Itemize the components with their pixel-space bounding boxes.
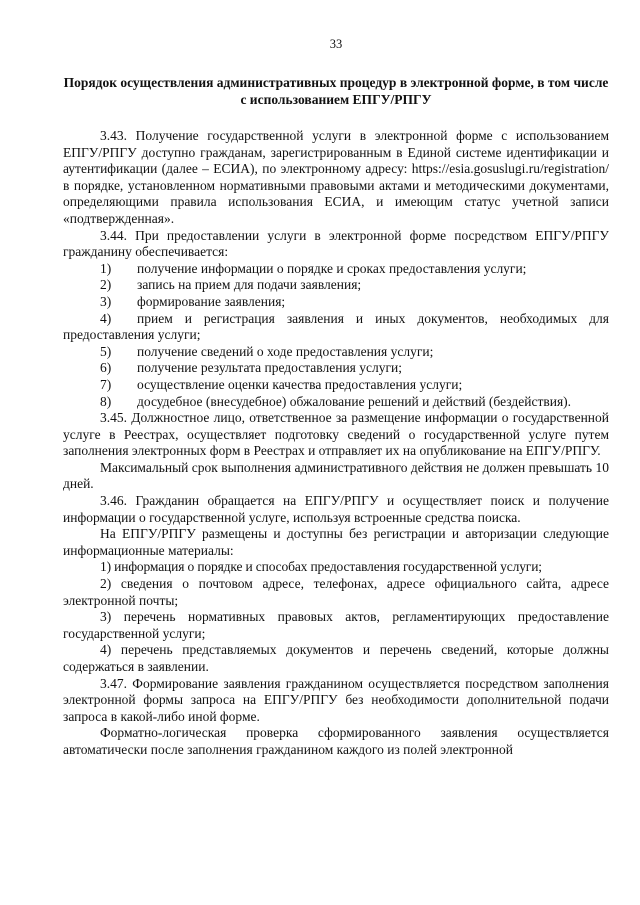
paragraph-3-46: 3.46. Гражданин обращается на ЕПГУ/РПГУ и осуществляет поиск и получение информации о государственной услуге, используя встроенные средства поиска. <box>63 493 609 525</box>
paragraph-3-44: 3.44. При предоставлении услуги в электронной форме посредством ЕПГУ/РПГУ гражданину обеспечивается: <box>63 227 609 260</box>
document-body <box>63 128 609 759</box>
list-item-text: получение информации о порядке и сроках предоставления услуги; <box>137 260 527 276</box>
list-item: 2) сведения о почтовом адресе, телефонах, адресе официального сайта, адресе электронной почты; <box>63 576 609 608</box>
page-number: 33 <box>329 37 343 51</box>
paragraph-3-46-materials: На ЕПГУ/РПГУ размещены и доступны без регистрации и авторизации следующие информационные материалы: <box>63 526 609 558</box>
paragraph-3-47-check: Форматно-логическая проверка сформированного заявления осуществляется автоматически после заполнения гражданином каждого из полей электронной <box>63 725 609 757</box>
list-item-number: 8) <box>100 393 112 409</box>
list-item <box>63 377 609 394</box>
paragraph-3-45: 3.45. Должностное лицо, ответственное за размещение информации о государственной услуге в Реестрах, осуществляет подготовку сведений о государственной услуге путем заполнения электронных форм в Реестрах и отправляет их на опубликование на ЕПГУ/РПГУ. <box>63 410 609 459</box>
paragraph-3-45-deadline: Максимальный срок выполнения административного действия не должен превышать 10 дней. <box>63 459 609 492</box>
list-item <box>63 344 609 361</box>
list-item-number: 3) <box>100 293 112 309</box>
list-item-number: 7) <box>100 376 112 392</box>
document-page <box>63 36 609 759</box>
list-item <box>63 294 609 311</box>
list-item <box>63 394 609 411</box>
list-item-number: 4) <box>100 310 112 326</box>
list-item-text: формирование заявления; <box>137 293 286 309</box>
list-item <box>63 277 609 294</box>
list-item-text: осуществление оценки качества предоставления услуги; <box>137 376 463 392</box>
list-item: 1) информация о порядке и способах предоставления государственной услуги; <box>100 559 542 575</box>
list-item-number: 1) <box>100 260 112 276</box>
list-item-text: запись на прием для подачи заявления; <box>137 277 362 293</box>
list-item <box>63 311 609 344</box>
list-item: 3) перечень нормативных правовых актов, регламентирующих предоставление государственной услуги; <box>63 609 609 641</box>
section-heading: Порядок осуществления административных процедур в электронной форме, в том числе с использованием ЕПГУ/РПГУ <box>63 75 609 107</box>
list-item: 4) перечень представляемых документов и перечень сведений, которые должны содержаться в заявлении. <box>63 642 609 674</box>
list-item <box>63 360 609 377</box>
paragraph-3-43: 3.43. Получение государственной услуги в электронной форме с использованием ЕПГУ/РПГУ доступно гражданам, зарегистрированным в Единой системе идентификации и аутентификации (далее – ЕСИА), по электронному адресу: https://esia.gosuslugi.ru/registration/ в порядке, установленном нормативными правовыми актами и методическими документами, определяющими правила использования ЕСИА, и имеющим статус учетной записи «подтвержденная». <box>63 128 609 226</box>
list-item-text: досудебное (внесудебное) обжалование решений и действий (бездействия). <box>137 393 572 409</box>
list-item-number: 5) <box>100 343 112 359</box>
list-item <box>63 261 609 278</box>
list-item-text: получение результата предоставления услуги; <box>137 360 403 376</box>
paragraph-3-47: 3.47. Формирование заявления гражданином осуществляется посредством заполнения электронной формы запроса на ЕПГУ/РПГУ без необходимости дополнительной подачи запроса в какой-либо иной форме. <box>63 675 609 724</box>
list-item-text: получение сведений о ходе предоставления услуги; <box>137 343 434 359</box>
list-item-number: 2) <box>100 277 112 293</box>
list-item-number: 6) <box>100 360 112 376</box>
list-item-text: прием и регистрация заявления и иных документов, необходимых для предоставления услуги; <box>63 310 609 343</box>
